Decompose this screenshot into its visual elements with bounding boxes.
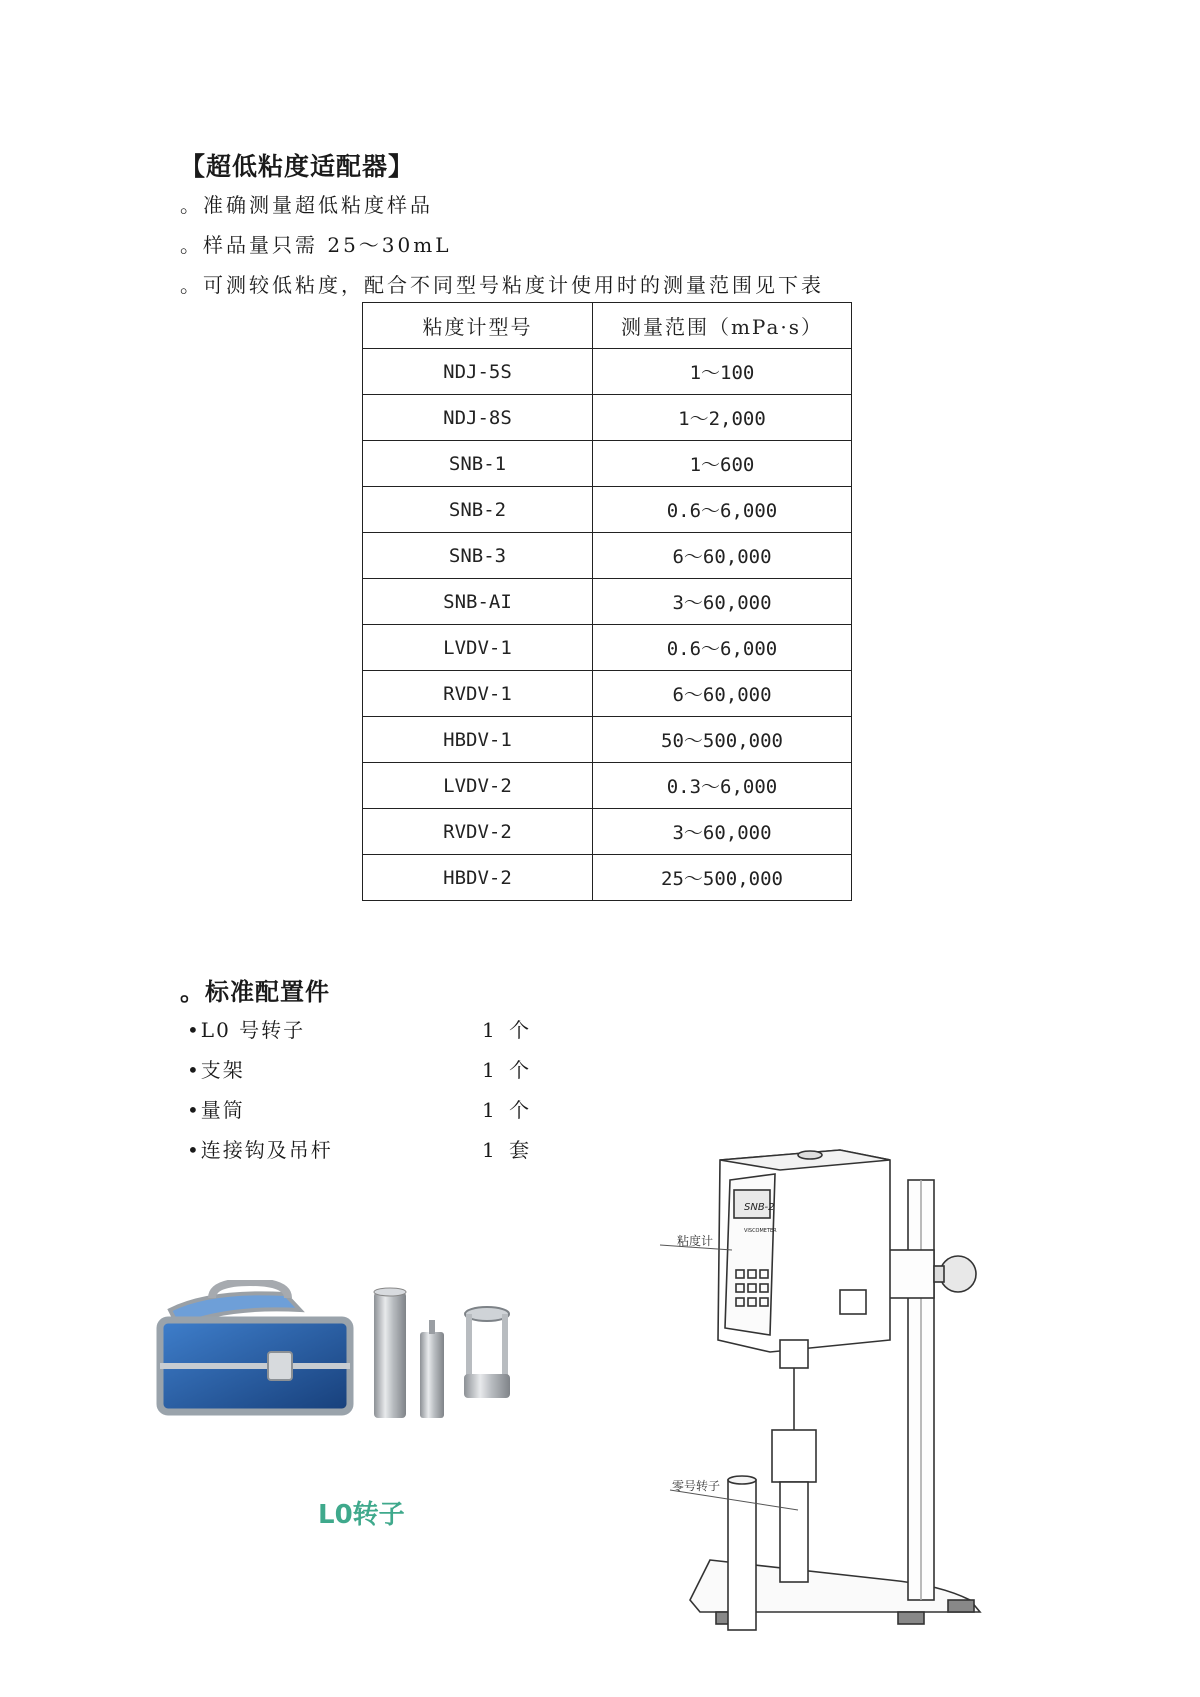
- cell-model: HBDV-1: [363, 717, 593, 763]
- accessory-qty: 1 个: [482, 1098, 534, 1122]
- cell-range: 25～500,000: [593, 855, 852, 901]
- cell-range: 6～60,000: [593, 533, 852, 579]
- cell-range: 1～2,000: [593, 395, 852, 441]
- cell-model: NDJ-5S: [363, 349, 593, 395]
- carry-case: [160, 1282, 350, 1412]
- cell-model: SNB-1: [363, 441, 593, 487]
- cell-range: 0.3～6,000: [593, 763, 852, 809]
- cell-range: 0.6～6,000: [593, 625, 852, 671]
- display-model-label: SNB-2: [744, 1202, 775, 1213]
- cell-range: 3～60,000: [593, 579, 852, 625]
- accessory-qty: 1 个: [482, 1058, 534, 1082]
- cell-range: 1～600: [593, 441, 852, 487]
- cell-model: LVDV-2: [363, 763, 593, 809]
- adapter-sleeve: [772, 1430, 816, 1482]
- bullet-range-note: 。可测较低粘度，配合不同型号粘度计使用时的测量范围见下表: [180, 273, 824, 297]
- table-row: [363, 441, 852, 487]
- cell-range: 50～500,000: [593, 717, 852, 763]
- rotor-caption: L0转子: [318, 1500, 405, 1530]
- table-row: [363, 487, 852, 533]
- adapter-kit-photo: [150, 1280, 590, 1460]
- adapter-holder: [464, 1307, 510, 1398]
- cell-model: RVDV-2: [363, 809, 593, 855]
- viscometer-diagram: [640, 1130, 1000, 1640]
- callout-rotor: 零号转子: [672, 1479, 721, 1493]
- table-row: [363, 809, 852, 855]
- cell-range: 0.6～6,000: [593, 487, 852, 533]
- accessory-name: •连接钩及吊杆: [187, 1138, 333, 1162]
- range-table: [362, 302, 852, 901]
- table-header-row: [363, 303, 852, 349]
- table-row: [363, 625, 852, 671]
- table-row: [363, 855, 852, 901]
- bullet-accurate: 。准确测量超低粘度样品: [180, 193, 433, 217]
- accessory-name: •L0 号转子: [187, 1018, 306, 1042]
- l0-rotor: [420, 1332, 444, 1418]
- header-range: 测量范围（mPa·s）: [593, 303, 852, 349]
- accessory-qty: 1 套: [482, 1138, 534, 1162]
- cell-model: SNB-2: [363, 487, 593, 533]
- table-row: [363, 763, 852, 809]
- display-brand-label: VISCOMETER: [744, 1228, 777, 1234]
- cell-range: 3～60,000: [593, 809, 852, 855]
- table-row: [363, 395, 852, 441]
- accessories-title: 。标准配置件: [180, 977, 330, 1006]
- cell-model: SNB-AI: [363, 579, 593, 625]
- accessory-name: •量筒: [187, 1098, 245, 1122]
- cell-model: NDJ-8S: [363, 395, 593, 441]
- cell-model: LVDV-1: [363, 625, 593, 671]
- accessory-qty: 1 个: [482, 1018, 534, 1042]
- cell-range: 1～100: [593, 349, 852, 395]
- table-row: [363, 579, 852, 625]
- table-row: [363, 671, 852, 717]
- section-title: 【超低粘度适配器】: [180, 152, 415, 181]
- header-model: 粘度计型号: [363, 303, 593, 349]
- cell-model: RVDV-1: [363, 671, 593, 717]
- callout-viscometer: 粘度计: [677, 1234, 714, 1248]
- table-row: [363, 533, 852, 579]
- accessory-name: •支架: [187, 1058, 245, 1082]
- cell-model: HBDV-2: [363, 855, 593, 901]
- sample-cylinder: [374, 1292, 406, 1418]
- bullet-sample-volume: 。样品量只需 25～30mL: [180, 233, 452, 257]
- cell-model: SNB-3: [363, 533, 593, 579]
- table-row: [363, 349, 852, 395]
- table-row: [363, 717, 852, 763]
- cell-range: 6～60,000: [593, 671, 852, 717]
